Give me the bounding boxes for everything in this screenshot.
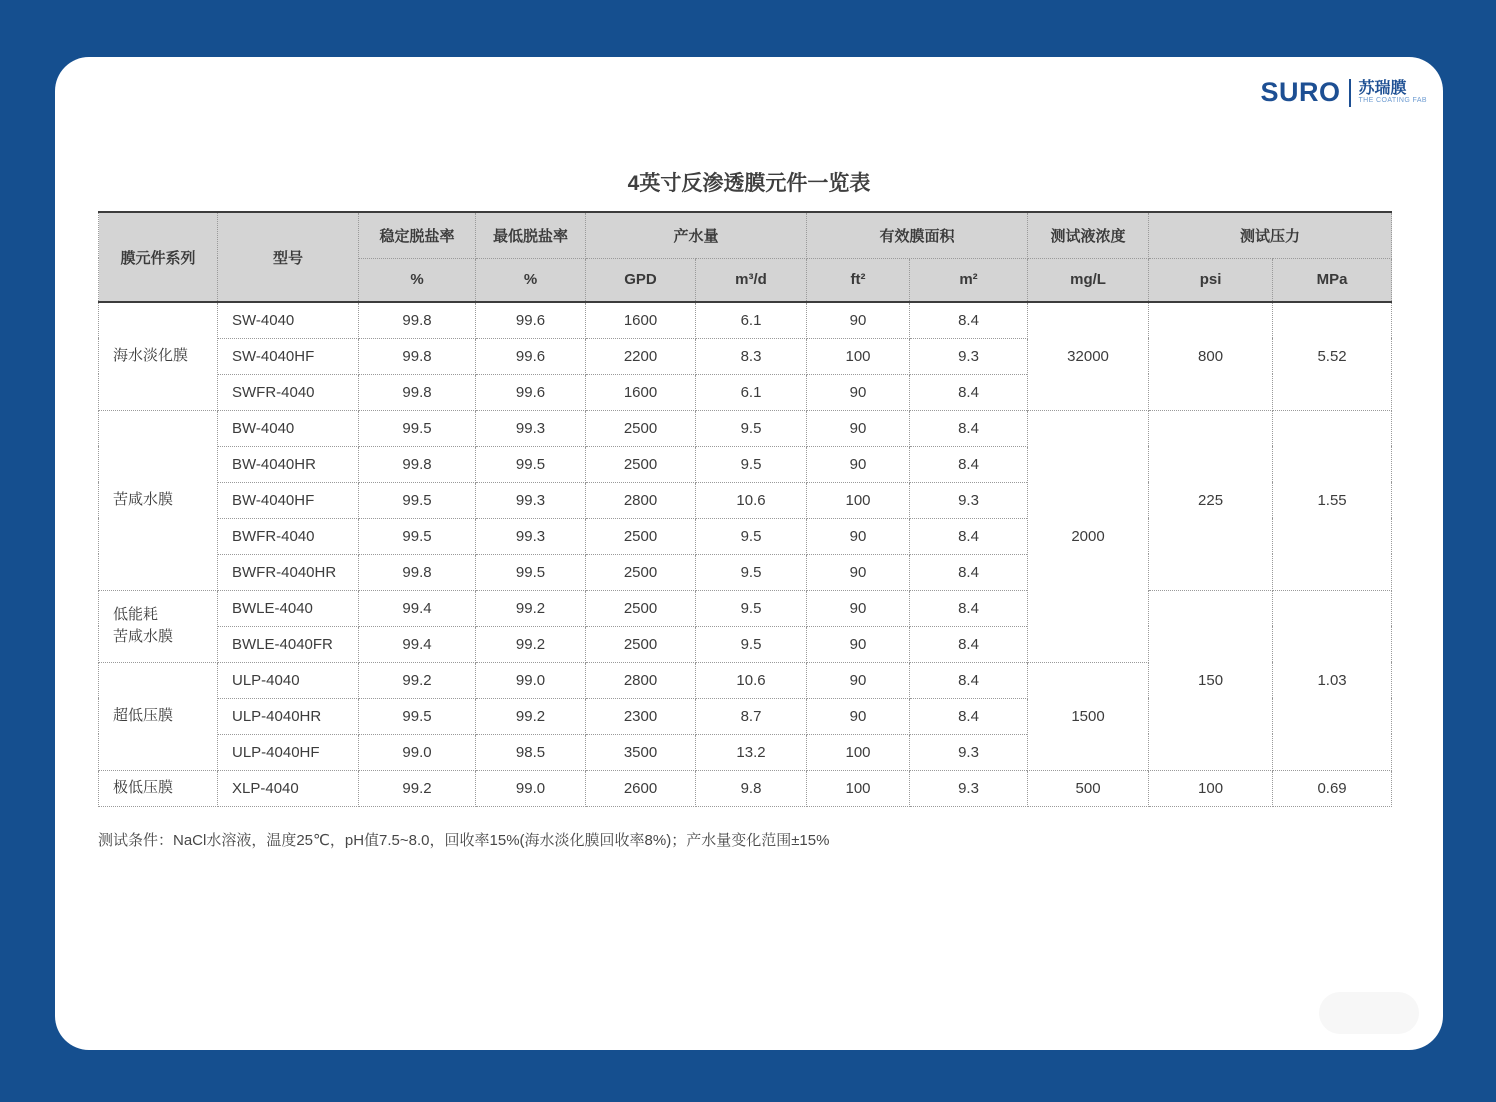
gpd-cell: 2500 bbox=[586, 518, 696, 554]
min-rejection-cell: 99.2 bbox=[476, 626, 586, 662]
series-cell: 极低压膜 bbox=[99, 770, 218, 806]
stable-rejection-cell: 99.5 bbox=[359, 518, 476, 554]
m3d-cell: 9.8 bbox=[696, 770, 807, 806]
model-cell: ULP-4040 bbox=[218, 662, 359, 698]
col-header-concentration: 测试液浓度 bbox=[1028, 212, 1149, 258]
min-rejection-cell: 99.3 bbox=[476, 410, 586, 446]
col-header-area: 有效膜面积 bbox=[807, 212, 1028, 258]
gpd-cell: 2500 bbox=[586, 446, 696, 482]
stable-rejection-cell: 99.8 bbox=[359, 338, 476, 374]
table-row bbox=[99, 770, 1392, 806]
stable-rejection-cell: 99.0 bbox=[359, 734, 476, 770]
m3d-cell: 9.5 bbox=[696, 410, 807, 446]
unit-min-pct: % bbox=[476, 258, 586, 302]
m2-cell: 8.4 bbox=[910, 698, 1028, 734]
model-cell: SW-4040HF bbox=[218, 338, 359, 374]
min-rejection-cell: 99.2 bbox=[476, 590, 586, 626]
ft2-cell: 90 bbox=[807, 698, 910, 734]
ft2-cell: 90 bbox=[807, 446, 910, 482]
stable-rejection-cell: 99.5 bbox=[359, 410, 476, 446]
ft2-cell: 100 bbox=[807, 338, 910, 374]
unit-gpd: GPD bbox=[586, 258, 696, 302]
stable-rejection-cell: 99.8 bbox=[359, 446, 476, 482]
m3d-cell: 6.1 bbox=[696, 302, 807, 338]
model-cell: ULP-4040HF bbox=[218, 734, 359, 770]
gpd-cell: 2800 bbox=[586, 482, 696, 518]
unit-ft2: ft² bbox=[807, 258, 910, 302]
min-rejection-cell: 99.5 bbox=[476, 446, 586, 482]
ft2-cell: 100 bbox=[807, 482, 910, 518]
m2-cell: 9.3 bbox=[910, 734, 1028, 770]
min-rejection-cell: 98.5 bbox=[476, 734, 586, 770]
gpd-cell: 2300 bbox=[586, 698, 696, 734]
header-row-groups bbox=[99, 212, 1392, 258]
stable-rejection-cell: 99.8 bbox=[359, 374, 476, 410]
min-rejection-cell: 99.3 bbox=[476, 482, 586, 518]
series-line-1: 低能耗 bbox=[113, 605, 159, 623]
min-rejection-cell: 99.0 bbox=[476, 662, 586, 698]
model-cell: XLP-4040 bbox=[218, 770, 359, 806]
ft2-cell: 90 bbox=[807, 410, 910, 446]
stable-rejection-cell: 99.2 bbox=[359, 662, 476, 698]
m3d-cell: 9.5 bbox=[696, 446, 807, 482]
ft2-cell: 90 bbox=[807, 662, 910, 698]
stable-rejection-cell: 99.2 bbox=[359, 770, 476, 806]
col-header-min-rejection: 最低脱盐率 bbox=[476, 212, 586, 258]
series-cell: 苦咸水膜 bbox=[99, 410, 218, 590]
model-cell: BWLE-4040 bbox=[218, 590, 359, 626]
series-cell: 超低压膜 bbox=[99, 662, 218, 770]
model-cell: BWLE-4040FR bbox=[218, 626, 359, 662]
m2-cell: 8.4 bbox=[910, 446, 1028, 482]
min-rejection-cell: 99.6 bbox=[476, 338, 586, 374]
ft2-cell: 90 bbox=[807, 590, 910, 626]
m3d-cell: 9.5 bbox=[696, 554, 807, 590]
concentration-cell: 1500 bbox=[1028, 662, 1149, 770]
m2-cell: 9.3 bbox=[910, 770, 1028, 806]
brand-logo bbox=[1260, 77, 1427, 108]
table-row bbox=[99, 302, 1392, 338]
m3d-cell: 9.5 bbox=[696, 626, 807, 662]
mpa-cell: 5.52 bbox=[1273, 302, 1392, 410]
model-cell: BW-4040HR bbox=[218, 446, 359, 482]
stable-rejection-cell: 99.5 bbox=[359, 698, 476, 734]
ft2-cell: 90 bbox=[807, 626, 910, 662]
ft2-cell: 90 bbox=[807, 518, 910, 554]
content-card bbox=[55, 57, 1443, 1050]
brand-tagline: THE COATING FAB bbox=[1358, 97, 1427, 105]
watermark-shape bbox=[1319, 992, 1419, 1034]
m3d-cell: 9.5 bbox=[696, 518, 807, 554]
mpa-cell: 1.03 bbox=[1273, 590, 1392, 770]
membrane-spec-table bbox=[98, 211, 1392, 807]
gpd-cell: 2800 bbox=[586, 662, 696, 698]
m3d-cell: 9.5 bbox=[696, 590, 807, 626]
ft2-cell: 90 bbox=[807, 302, 910, 338]
model-cell: ULP-4040HR bbox=[218, 698, 359, 734]
m2-cell: 9.3 bbox=[910, 482, 1028, 518]
ft2-cell: 90 bbox=[807, 554, 910, 590]
psi-cell: 150 bbox=[1149, 590, 1273, 770]
unit-stable-pct: % bbox=[359, 258, 476, 302]
min-rejection-cell: 99.0 bbox=[476, 770, 586, 806]
m2-cell: 8.4 bbox=[910, 374, 1028, 410]
gpd-cell: 1600 bbox=[586, 302, 696, 338]
test-conditions-note: 测试条件：NaCl水溶液，温度25℃，pH值7.5~8.0，回收率15%(海水淡化膜回收率8%)；产水量变化范围±15% bbox=[98, 831, 830, 849]
col-header-stable-rejection: 稳定脱盐率 bbox=[359, 212, 476, 258]
stable-rejection-cell: 99.4 bbox=[359, 626, 476, 662]
model-cell: BWFR-4040HR bbox=[218, 554, 359, 590]
col-header-model: 型号 bbox=[218, 212, 359, 302]
col-header-flow: 产水量 bbox=[586, 212, 807, 258]
unit-mpa: MPa bbox=[1273, 258, 1392, 302]
m3d-cell: 6.1 bbox=[696, 374, 807, 410]
m2-cell: 9.3 bbox=[910, 338, 1028, 374]
min-rejection-cell: 99.5 bbox=[476, 554, 586, 590]
ft2-cell: 90 bbox=[807, 374, 910, 410]
m3d-cell: 10.6 bbox=[696, 662, 807, 698]
m2-cell: 8.4 bbox=[910, 302, 1028, 338]
ft2-cell: 100 bbox=[807, 770, 910, 806]
logo-divider bbox=[1349, 79, 1351, 107]
m3d-cell: 8.7 bbox=[696, 698, 807, 734]
m2-cell: 8.4 bbox=[910, 554, 1028, 590]
concentration-cell: 500 bbox=[1028, 770, 1149, 806]
psi-cell: 100 bbox=[1149, 770, 1273, 806]
gpd-cell: 2200 bbox=[586, 338, 696, 374]
unit-psi: psi bbox=[1149, 258, 1273, 302]
min-rejection-cell: 99.2 bbox=[476, 698, 586, 734]
psi-cell: 225 bbox=[1149, 410, 1273, 590]
concentration-cell: 2000 bbox=[1028, 410, 1149, 662]
m2-cell: 8.4 bbox=[910, 518, 1028, 554]
table-row bbox=[99, 590, 1392, 626]
model-cell: BW-4040HF bbox=[218, 482, 359, 518]
brand-logo-chinese: 苏瑞膜 bbox=[1358, 79, 1407, 97]
m2-cell: 8.4 bbox=[910, 662, 1028, 698]
series-cell: 海水淡化膜 bbox=[99, 302, 218, 410]
model-cell: BWFR-4040 bbox=[218, 518, 359, 554]
psi-cell: 800 bbox=[1149, 302, 1273, 410]
gpd-cell: 1600 bbox=[586, 374, 696, 410]
m3d-cell: 8.3 bbox=[696, 338, 807, 374]
col-header-pressure: 测试压力 bbox=[1149, 212, 1392, 258]
min-rejection-cell: 99.6 bbox=[476, 374, 586, 410]
gpd-cell: 2500 bbox=[586, 554, 696, 590]
stable-rejection-cell: 99.8 bbox=[359, 554, 476, 590]
stable-rejection-cell: 99.5 bbox=[359, 482, 476, 518]
mpa-cell: 1.55 bbox=[1273, 410, 1392, 590]
table-row bbox=[99, 410, 1392, 446]
unit-mgl: mg/L bbox=[1028, 258, 1149, 302]
mpa-cell: 0.69 bbox=[1273, 770, 1392, 806]
m3d-cell: 13.2 bbox=[696, 734, 807, 770]
unit-m2: m² bbox=[910, 258, 1028, 302]
gpd-cell: 2600 bbox=[586, 770, 696, 806]
m2-cell: 8.4 bbox=[910, 626, 1028, 662]
gpd-cell: 3500 bbox=[586, 734, 696, 770]
unit-m3d: m³/d bbox=[696, 258, 807, 302]
ft2-cell: 100 bbox=[807, 734, 910, 770]
m2-cell: 8.4 bbox=[910, 590, 1028, 626]
col-header-series: 膜元件系列 bbox=[99, 212, 218, 302]
min-rejection-cell: 99.3 bbox=[476, 518, 586, 554]
gpd-cell: 2500 bbox=[586, 590, 696, 626]
model-cell: BW-4040 bbox=[218, 410, 359, 446]
concentration-cell: 32000 bbox=[1028, 302, 1149, 410]
brand-logo-chinese-block bbox=[1359, 80, 1428, 105]
page-title: 4英寸反渗透膜元件一览表 bbox=[627, 172, 871, 195]
brand-logo-text: SURO bbox=[1260, 77, 1341, 107]
gpd-cell: 2500 bbox=[586, 626, 696, 662]
stable-rejection-cell: 99.8 bbox=[359, 302, 476, 338]
model-cell: SWFR-4040 bbox=[218, 374, 359, 410]
series-line-2: 苦咸水膜 bbox=[113, 628, 174, 645]
m3d-cell: 10.6 bbox=[696, 482, 807, 518]
model-cell: SW-4040 bbox=[218, 302, 359, 338]
stable-rejection-cell: 99.4 bbox=[359, 590, 476, 626]
min-rejection-cell: 99.6 bbox=[476, 302, 586, 338]
m2-cell: 8.4 bbox=[910, 410, 1028, 446]
series-cell bbox=[99, 590, 218, 662]
gpd-cell: 2500 bbox=[586, 410, 696, 446]
